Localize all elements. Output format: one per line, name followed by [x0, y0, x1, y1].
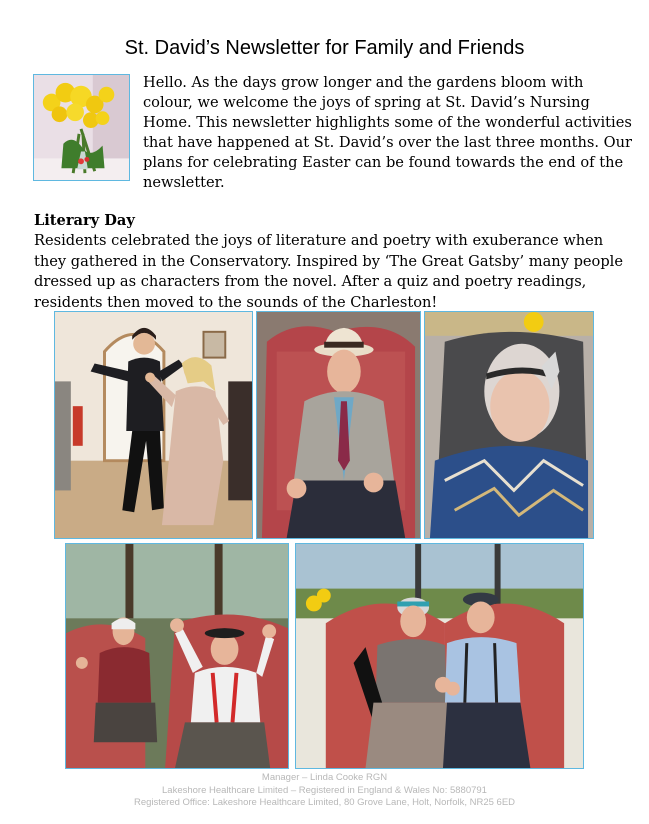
newsletter-title: St. David’s Newsletter for Family and Friends	[124, 37, 525, 59]
intro-paragraph: Hello. As the days grow longer and the gardens bloom with colour, we welcome the joys of spring at St. David’s Nursing Home. This newsletter highlights some of the wonderful activities that have happened at St. David’s over the last three months. Our plans for celebrating Easter can be found towards the end of the newsletter.	[143, 74, 633, 191]
footer-registered-office: Registered Office: Lakeshore Healthcare Limited, 80 Grove Lane, Holt, Norfolk, NR25 6ED	[133, 797, 516, 808]
footer-company: Lakeshore Healthcare Limited – Registered in England & Wales No: 5880791	[162, 784, 487, 796]
section-heading: Literary Day	[34, 212, 135, 229]
footer	[0, 772, 649, 810]
daffodils-photo	[33, 74, 130, 181]
waving-residents-photo	[65, 543, 289, 769]
lady-headband-photo	[424, 311, 594, 539]
man-in-hat-photo	[256, 311, 421, 539]
dancing-women-photo	[54, 311, 253, 539]
couple-holding-hands-photo	[295, 543, 584, 769]
section-body: Residents celebrated the joys of literature and poetry with exuberance when they gathered in the Conservatory. Inspired by ‘The Great Gatsby’ many people dressed up as characters from the novel. After a quiz and poetry readings, residents then moved to the sounds of the Charleston!	[34, 232, 623, 311]
footer-manager: Manager – Linda Cooke RGN	[261, 772, 388, 783]
